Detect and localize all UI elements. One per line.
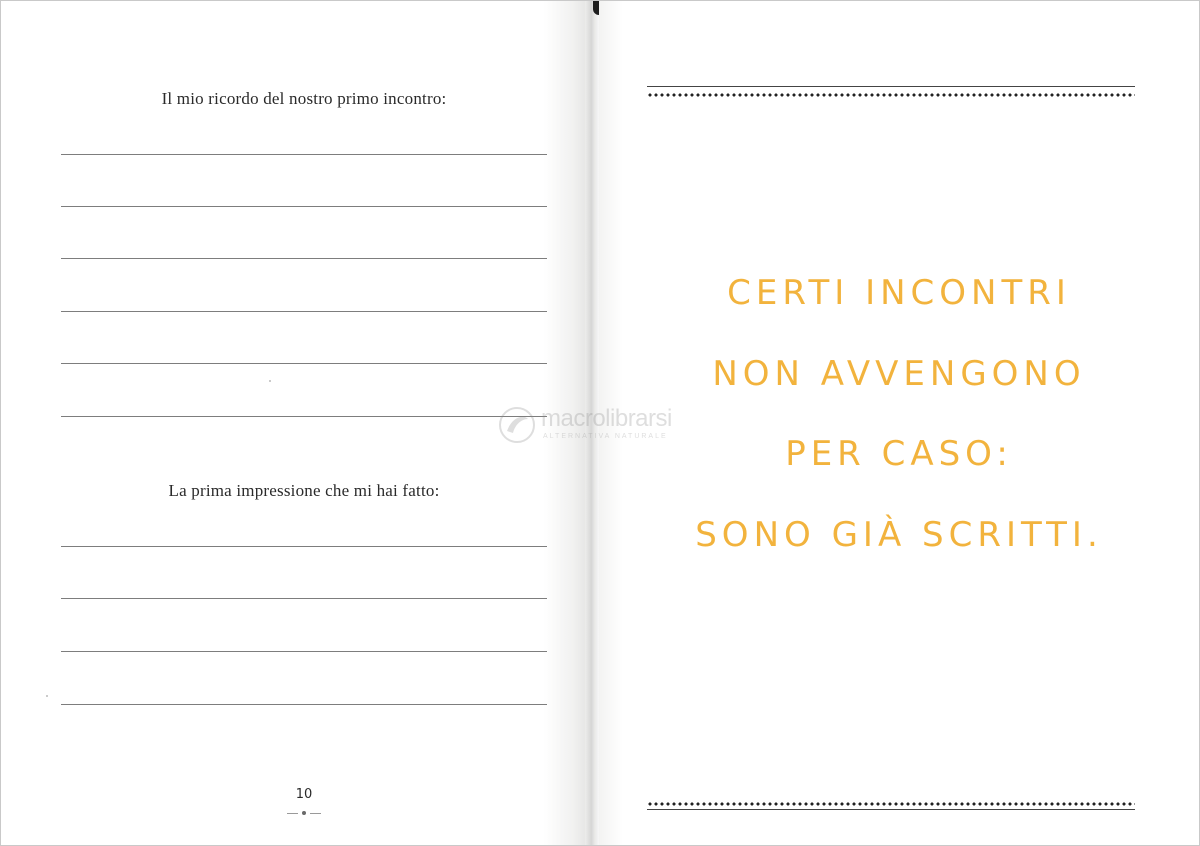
watermark-name: macrolibrarsi	[541, 405, 672, 432]
paper-speck	[269, 380, 271, 382]
quote-line-1: CERTI INCONTRI	[727, 273, 1071, 313]
writing-line	[61, 598, 547, 599]
page-number: 10	[295, 787, 313, 802]
writing-line	[61, 206, 547, 207]
writing-line	[61, 546, 547, 547]
book-gutter	[585, 1, 599, 845]
prompt-first-meeting: Il mio ricordo del nostro primo incontro:	[161, 89, 447, 108]
paper-speck	[46, 695, 48, 697]
prompt-first-impression: La prima impressione che mi hai fatto:	[168, 481, 440, 500]
dotted-border-bottom	[647, 797, 1135, 811]
writing-line	[61, 311, 547, 312]
quote-line-3: PER CASO:	[785, 434, 1013, 474]
page-number-ornament	[287, 810, 321, 818]
writing-line	[61, 704, 547, 705]
right-page	[599, 1, 1199, 845]
dotted-border-top	[647, 85, 1135, 99]
watermark-tagline: ALTERNATIVA NATURALE	[543, 433, 668, 440]
writing-line	[61, 363, 547, 364]
writing-line	[61, 154, 547, 155]
writing-line	[61, 258, 547, 259]
left-page	[1, 1, 591, 845]
writing-line	[61, 416, 547, 417]
quote-line-4: SONO GIÀ SCRITTI.	[695, 515, 1103, 555]
writing-line	[61, 651, 547, 652]
quote-line-2: NON AVVENGONO	[712, 354, 1086, 394]
